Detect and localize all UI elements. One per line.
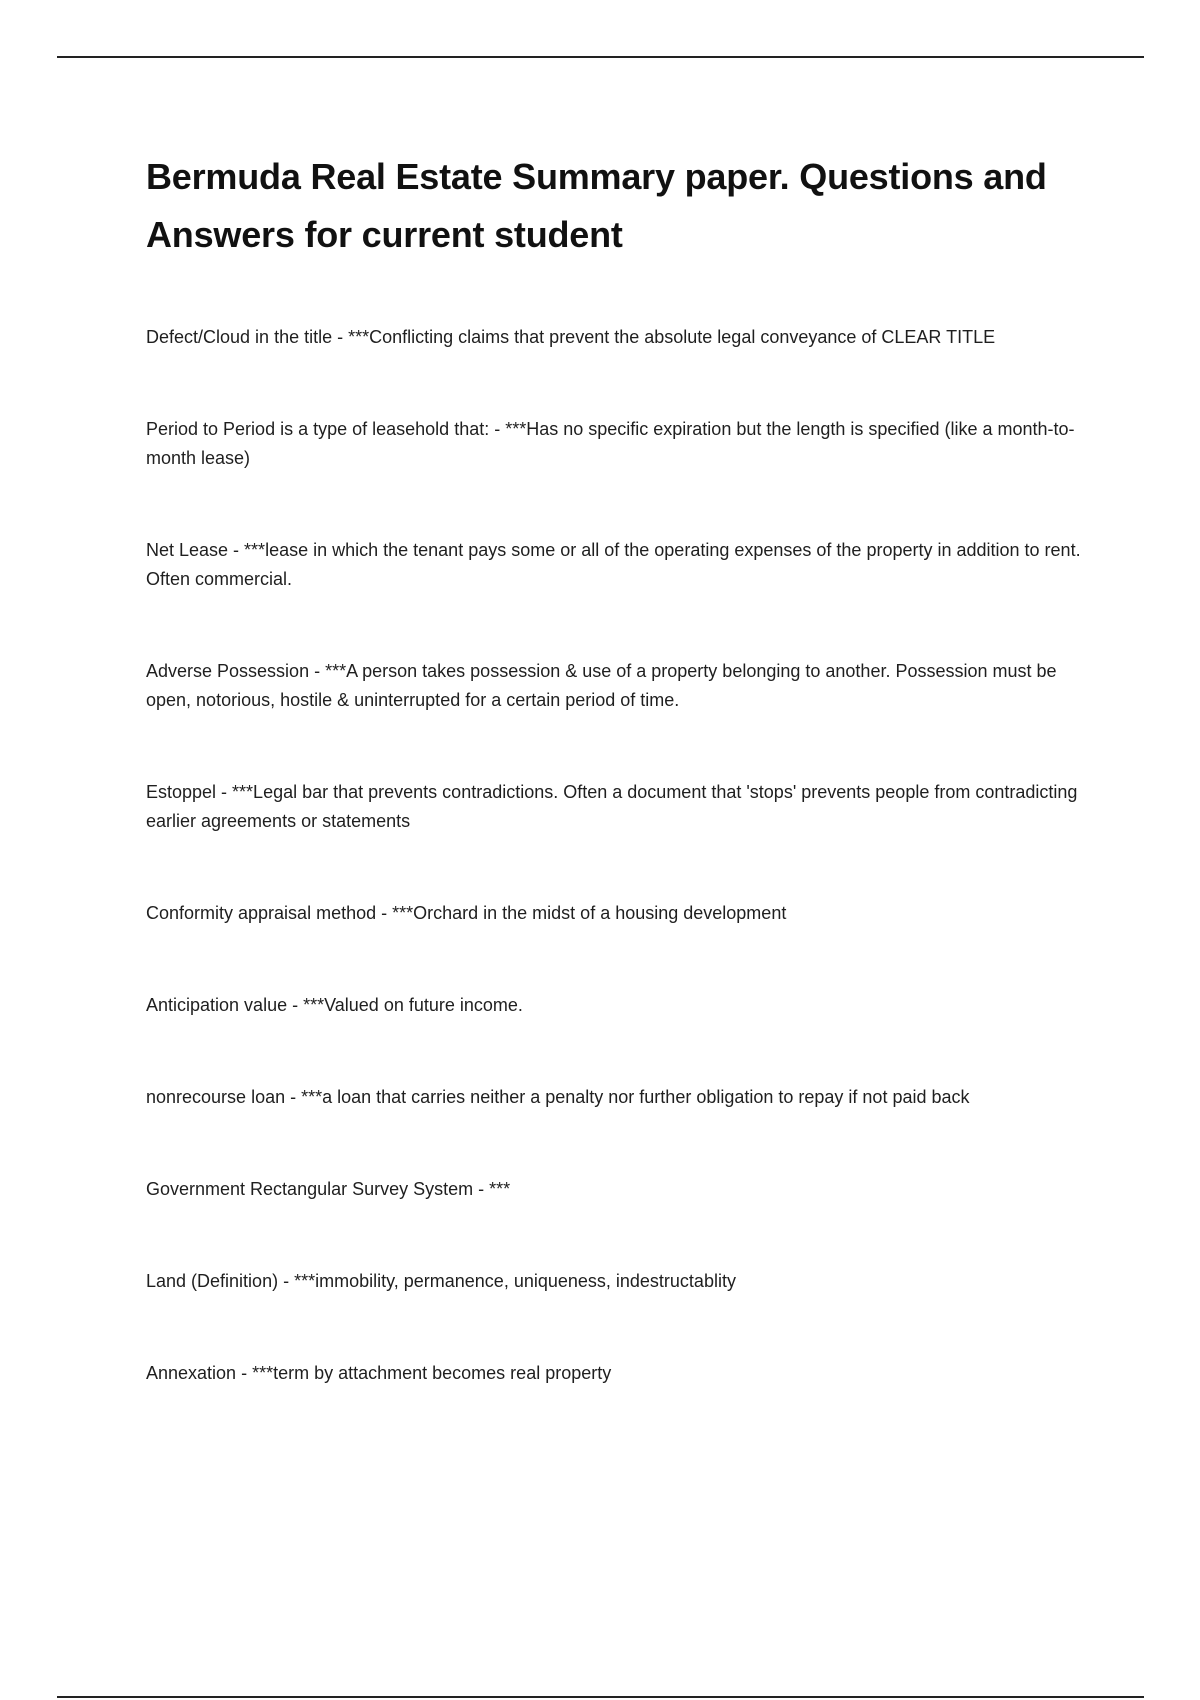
qa-entry-estoppel: Estoppel - ***Legal bar that prevents contradictions. Often a document that 'stops' prevents people from contradicting earlier agreements or statements — [146, 782, 1078, 831]
qa-list — [146, 323, 1096, 1388]
qa-entry-net-lease: Net Lease - ***lease in which the tenant pays some or all of the operating expenses of the property in addition to rent. Often commercial. — [146, 540, 1081, 589]
qa-entry-defect-cloud: Defect/Cloud in the title - ***Conflicting claims that prevent the absolute legal conveyance of CLEAR TITLE — [146, 327, 996, 347]
qa-entry-adverse-possession: Adverse Possession - ***A person takes possession & use of a property belonging to another. Possession must be open, notorious, hostile & uninterrupted for a certain period of time. — [146, 661, 1057, 710]
qa-entry-period-to-period: Period to Period is a type of leasehold that: - ***Has no specific expiration but the length is specified (like a month-to-month lease) — [146, 419, 1075, 468]
qa-entry-anticipation: Anticipation value - ***Valued on future income. — [146, 995, 523, 1015]
qa-entry-land-definition: Land (Definition) - ***immobility, permanence, uniqueness, indestructablity — [146, 1271, 736, 1291]
qa-entry-nonrecourse-loan: nonrecourse loan - ***a loan that carries neither a penalty nor further obligation to repay if not paid back — [146, 1087, 970, 1107]
qa-entry-conformity: Conformity appraisal method - ***Orchard in the midst of a housing development — [146, 903, 787, 923]
footer-rule — [57, 1696, 1144, 1698]
header-rule — [57, 56, 1144, 58]
qa-entry-annexation: Annexation - ***term by attachment becomes real property — [146, 1363, 612, 1383]
qa-entry-rectangular-survey: Government Rectangular Survey System - *** — [146, 1179, 511, 1199]
document-title: Bermuda Real Estate Summary paper. Questions and Answers for current student — [146, 156, 1047, 255]
document-body — [146, 148, 1096, 1451]
